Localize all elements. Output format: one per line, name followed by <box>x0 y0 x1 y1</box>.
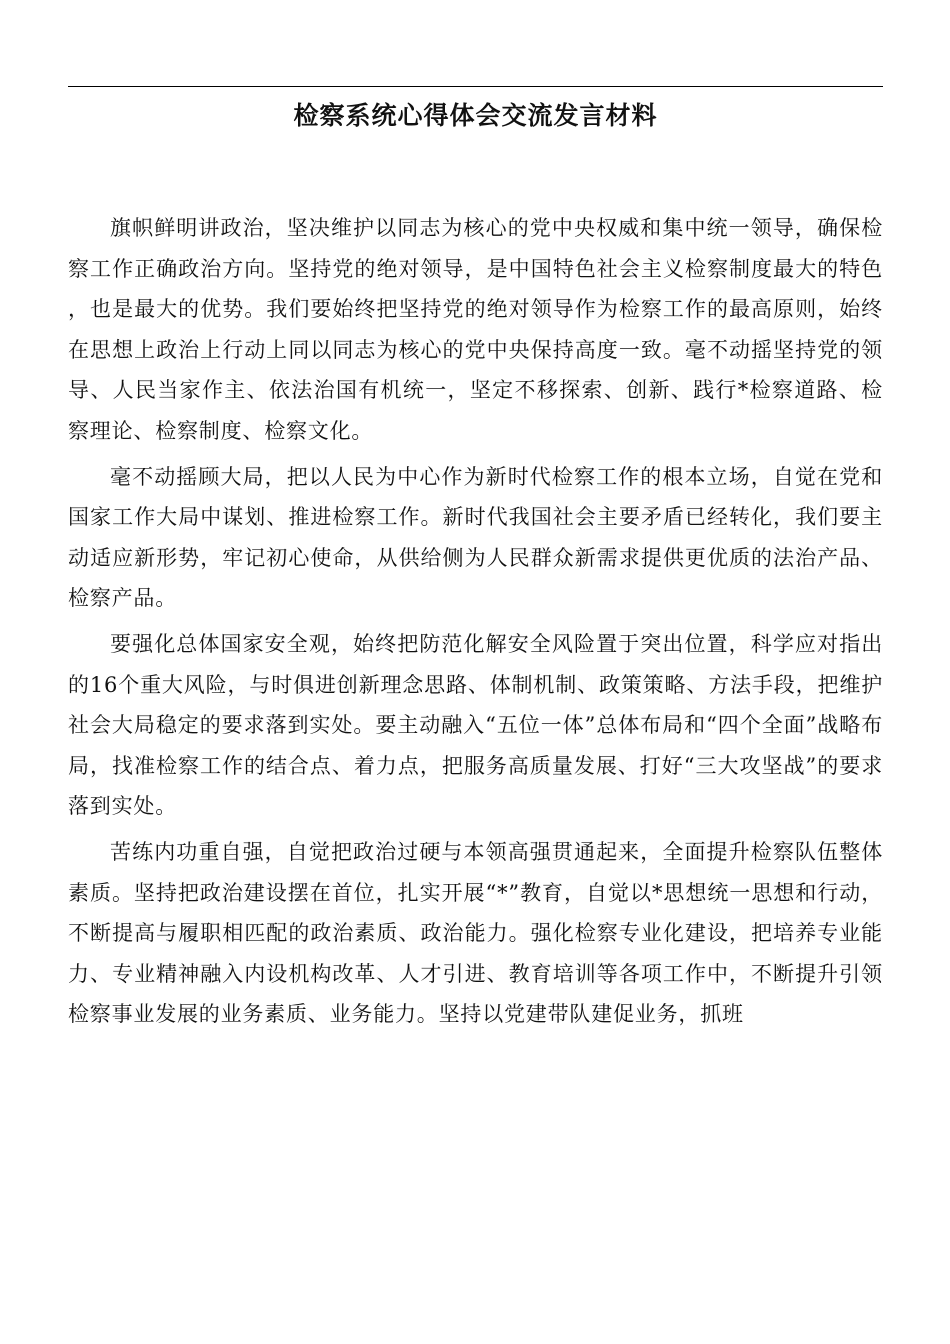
document-body <box>68 208 883 1035</box>
paragraph: 旗帜鲜明讲政治，坚决维护以同志为核心的党中央权威和集中统一领导，确保检察工作正确政治方向。坚持党的绝对领导，是中国特色社会主义检察制度最大的特色，也是最大的优势。我们要始终把坚持党的绝对领导作为检察工作的最高原则，始终在思想上政治上行动上同以同志为核心的党中央保持高度一致。毫不动摇坚持党的领导、人民当家作主、依法治国有机统一，坚定不移探索、创新、践行*检察道路、检察理论、检察制度、检察文化。 <box>68 216 883 443</box>
header-rule <box>68 86 883 87</box>
paragraph: 要强化总体国家安全观，始终把防范化解安全风险置于突出位置，科学应对指出的16个重大风险，与时俱进创新理念思路、体制机制、政策策略、方法手段，把维护社会大局稳定的要求落到实处。要主动融入“五位一体”总体布局和“四个全面”战略布局，找准检察工作的结合点、着力点，把服务高质量发展、打好“三大攻坚战”的要求落到实处。 <box>68 631 883 819</box>
document-title: 检察系统心得体会交流发言材料 <box>293 101 658 130</box>
paragraph: 苦练内功重自强，自觉把政治过硬与本领高强贯通起来，全面提升检察队伍整体素质。坚持把政治建设摆在首位，扎实开展“*”教育，自觉以*思想统一思想和行动，不断提高与履职相匹配的政治素质、政治能力。强化检察专业化建设，把培养专业能力、专业精神融入内设机构改革、人才引进、教育培训等各项工作中，不断提升引领检察事业发展的业务素质、业务能力。坚持以党建带队建促业务，抓班 <box>68 839 883 1027</box>
paragraph: 毫不动摇顾大局，把以人民为中心作为新时代检察工作的根本立场，自觉在党和国家工作大局中谋划、推进检察工作。新时代我国社会主要矛盾已经转化，我们要主动适应新形势，牢记初心使命，从供给侧为人民群众新需求提供更优质的法治产品、检察产品。 <box>68 464 883 611</box>
